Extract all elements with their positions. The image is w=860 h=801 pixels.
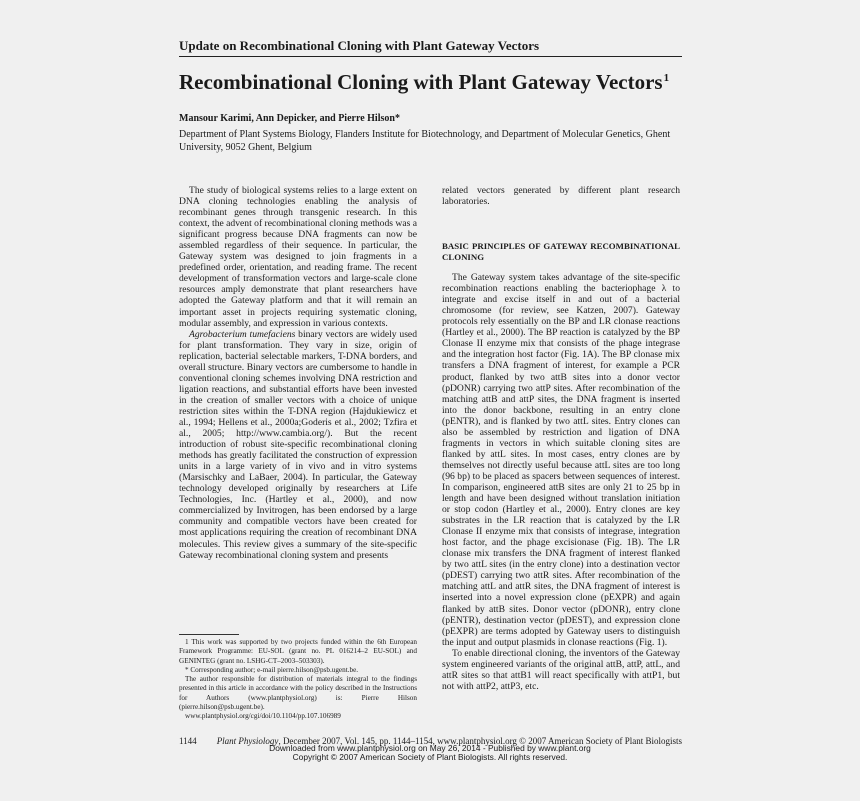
journal-name: Plant Physiology xyxy=(216,736,279,746)
funding-footnote: 1 This work was supported by two projects funded within the 6th European Framework Programme: EU-SOL (grant no. PL 016214–2 EU-SOL) and GENINTEG (grant no. LSHG-CT–2003–503303). xyxy=(179,638,417,665)
agrobacterium-paragraph xyxy=(179,329,417,561)
footnotes xyxy=(179,638,417,722)
directional-cloning-paragraph: To enable directional cloning, the inventors of the Gateway system engineered variants of the original attB, attP, attL, and attR sites so that attB1 will react specifically with attP1, but not with attP2, attP3, etc. xyxy=(442,647,680,692)
title-footnote-mark: 1 xyxy=(663,72,670,84)
doi-footnote: www.plantphysiol.org/cgi/doi/10.1104/pp.107.106989 xyxy=(185,712,341,721)
section-header: Update on Recombinational Cloning with Plant Gateway Vectors xyxy=(179,38,682,57)
author-list: Mansour Karimi, Ann Depicker, and Pierre Hilson* xyxy=(179,113,400,124)
article-title xyxy=(179,70,669,95)
corresponding-author-footnote: * Corresponding author; e-mail pierre.hilson@psb.ugent.be. xyxy=(185,665,359,674)
continued-paragraph: related vectors generated by different plant research laboratories. xyxy=(442,185,680,208)
affiliation: Department of Plant Systems Biology, Flanders Institute for Biotechnology, and Department of Molecular Genetics, Ghent University, 9052 Ghent, Belgium xyxy=(179,129,671,153)
section-heading: BASIC PRINCIPLES OF GATEWAY RECOMBINATIONAL CLONING xyxy=(442,241,680,263)
principles-paragraph: The Gateway system takes advantage of the site-specific recombination reactions enabling the bacteriophage λ to integrate and excise itself in and out of a bacterial chromosome (for review, see Katzen, 2007). Gateway protocols rely essentially on the BP and LR clonase reactions (Hartley et al., 2000). The BP reaction is catalyzed by the BP Clonase II enzyme mix that consists of the phage integrase and the integration host factor (Fig. 1A). The BP clonase mix transfers a DNA fragment of interest, for example a PCR product, flanked by two attB sites into a donor vector (pDONR) carrying two attP sites. After recombination of the matching attB and attP sites, the DNA fragment is inserted into the donor backbone, resulting in an entry clone (pENTR), and is flanked by two attL sites. Entry clones can also be assembled by restriction and ligation of DNA fragments in vectors in which suitable cloning sites are flanked by attL sites. In most cases, entry clones are by themselves not directly useful because attL sites are too long (96 bp) to be placed as spacers between sequences of interest. In comparison, engineered attB sites are only 21 to 25 bp in length and have been designed without translation initiation or stop codon (Hartley et al., 2000). Entry clones are key substrates in the LR reaction that is catalyzed by the LR Clonase II enzyme mix that consists of integrase, integration host factor, and the phage excisionase (Fig. 1B). The LR clonase mix transfers the DNA fragment of interest flanked by two attL sites (in the entry clone) into a destination vector (pDEST) carrying two attR sites. After recombination of the matching attL and attR sites, the DNA fragment of interest is inserted into a novel expression clone (pEXPR) and again flanked by attB sites. Donor vector (pDONR), entry clone (pENTR), destination vector (pDEST), and expression clone (pEXPR) are terms adopted by Gateway users to distinguish the input and output plasmids in clonase reactions (Fig. 1). xyxy=(442,272,680,648)
footnote-divider xyxy=(179,634,239,635)
left-column xyxy=(179,185,417,561)
species-name: Agrobacterium tumefaciens xyxy=(189,328,296,340)
materials-footnote: The author responsible for distribution of materials integral to the findings presented in this article in accordance with the policy described in the Instructions for Authors (www.plantphysiol.org) is: Pierre Hilson (pierre.hilson@psb.ugent.be). xyxy=(179,675,417,712)
intro-paragraph: The study of biological systems relies to a large extent on DNA cloning technologies enabling the analysis of recombinant genes through transgenic research. In this context, the advent of recombinational cloning methods was a significant progress because DNA fragments can now be assembled regardless of their sequence. In particular, the Gateway system was designed to join fragments in a predefined order, orientation, and reading frame. The recent development of transformation vectors and large-scale clone resources amply demonstrate that plant researchers have adopted the Gateway platform and that it will remain an important asset in projects requiring systematic cloning, modular assembly, and expression in various contexts. xyxy=(179,185,417,329)
title-text: Recombinational Cloning with Plant Gateway Vectors xyxy=(179,70,663,94)
agrobacterium-text: binary vectors are widely used for plant transformation. They vary in size, origin of replication, bacterial selectable markers, T-DNA borders, and overall structure. Binary vectors are cumbersome to handle in conventional cloning schemes involving DNA restriction and ligation reactions, and substantial efforts have been invested in the creation of smaller vectors with a choice of unique restriction sites within the T-DNA region (Hajdukiewicz et al., 1994; Hellens et al., 2000a;Goderis et al., 2002; Tzfira et al., 2005; http://www.cambia.org/). But the recent introduction of robust site-specific recombinational cloning methods has greatly facilitated the construction of expression units in a large variety of in vivo and in vitro systems (Marsischky and LaBaer, 2004). In particular, the Gateway technology developed originally by researchers at Life Technologies, Inc. (Hartley et al., 2000), and now commercialized by Invitrogen, has been endorsed by a large community and compatible vectors have been created for most applications requiring the creation of recombinant DNA molecules. This review gives a summary of the site-specific Gateway recombinational cloning system and presents xyxy=(179,328,417,561)
page-number: 1144 xyxy=(179,736,197,746)
download-notice: Downloaded from www.plantphysiol.org on May 26, 2014 - Published by www.plant.org xyxy=(269,743,591,753)
copyright-notice: Copyright © 2007 American Society of Plant Biologists. All rights reserved. xyxy=(292,752,568,762)
right-column xyxy=(442,185,680,692)
citation-text: , December 2007, Vol. 145, pp. 1144–1154, www.plantphysiol.org © 2007 American Society of Plant Biologists xyxy=(278,736,682,746)
